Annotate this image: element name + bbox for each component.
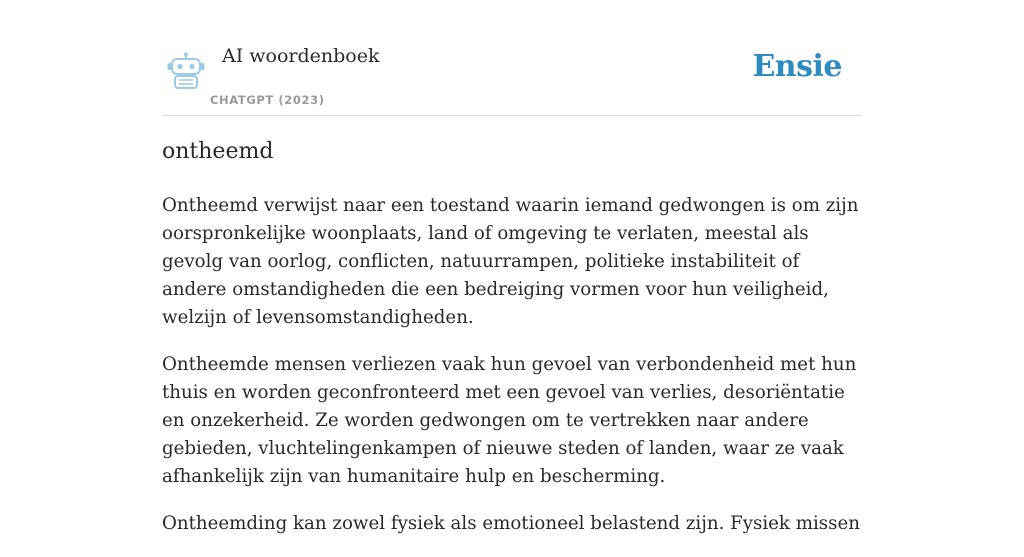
source-meta: CHATGPT (2023) [210,93,325,107]
definition-paragraph: Ontheemd verwijst naar een toestand waarin iemand gedwongen is om zijn oorspronkelijke woonplaats, land of omgeving te verlaten, meestal als gevolg van oorlog, conflicten, natuurrampen, politieke instabiliteit of andere omstandigheden die een bedreiging vormen voor hun veiligheid, welzijn of levensomstandigheden. [162,195,859,328]
brand-logo[interactable]: Ensie [752,49,842,84]
definition-paragraph: Ontheemding kan zowel fysiek als emotioneel belastend zijn. Fysiek missen [162,513,860,534]
entry-definition [162,192,862,557]
entry-page [162,0,862,534]
entry-term: ontheemd [162,139,274,164]
source-title[interactable]: AI woordenboek [222,45,380,67]
entry-header [162,0,862,116]
robot-icon [166,52,206,90]
definition-paragraph: Ontheemde mensen verliezen vaak hun gevoel van verbondenheid met hun thuis en worden geconfronteerd met een gevoel van verlies, desoriëntatie en onzekerheid. Ze worden gedwongen om te vertrekken naar andere gebieden, vluchtelingenkampen of nieuwe steden of landen, waar ze vaak afhankelijk zijn van humanitaire hulp en bescherming. [162,354,857,487]
